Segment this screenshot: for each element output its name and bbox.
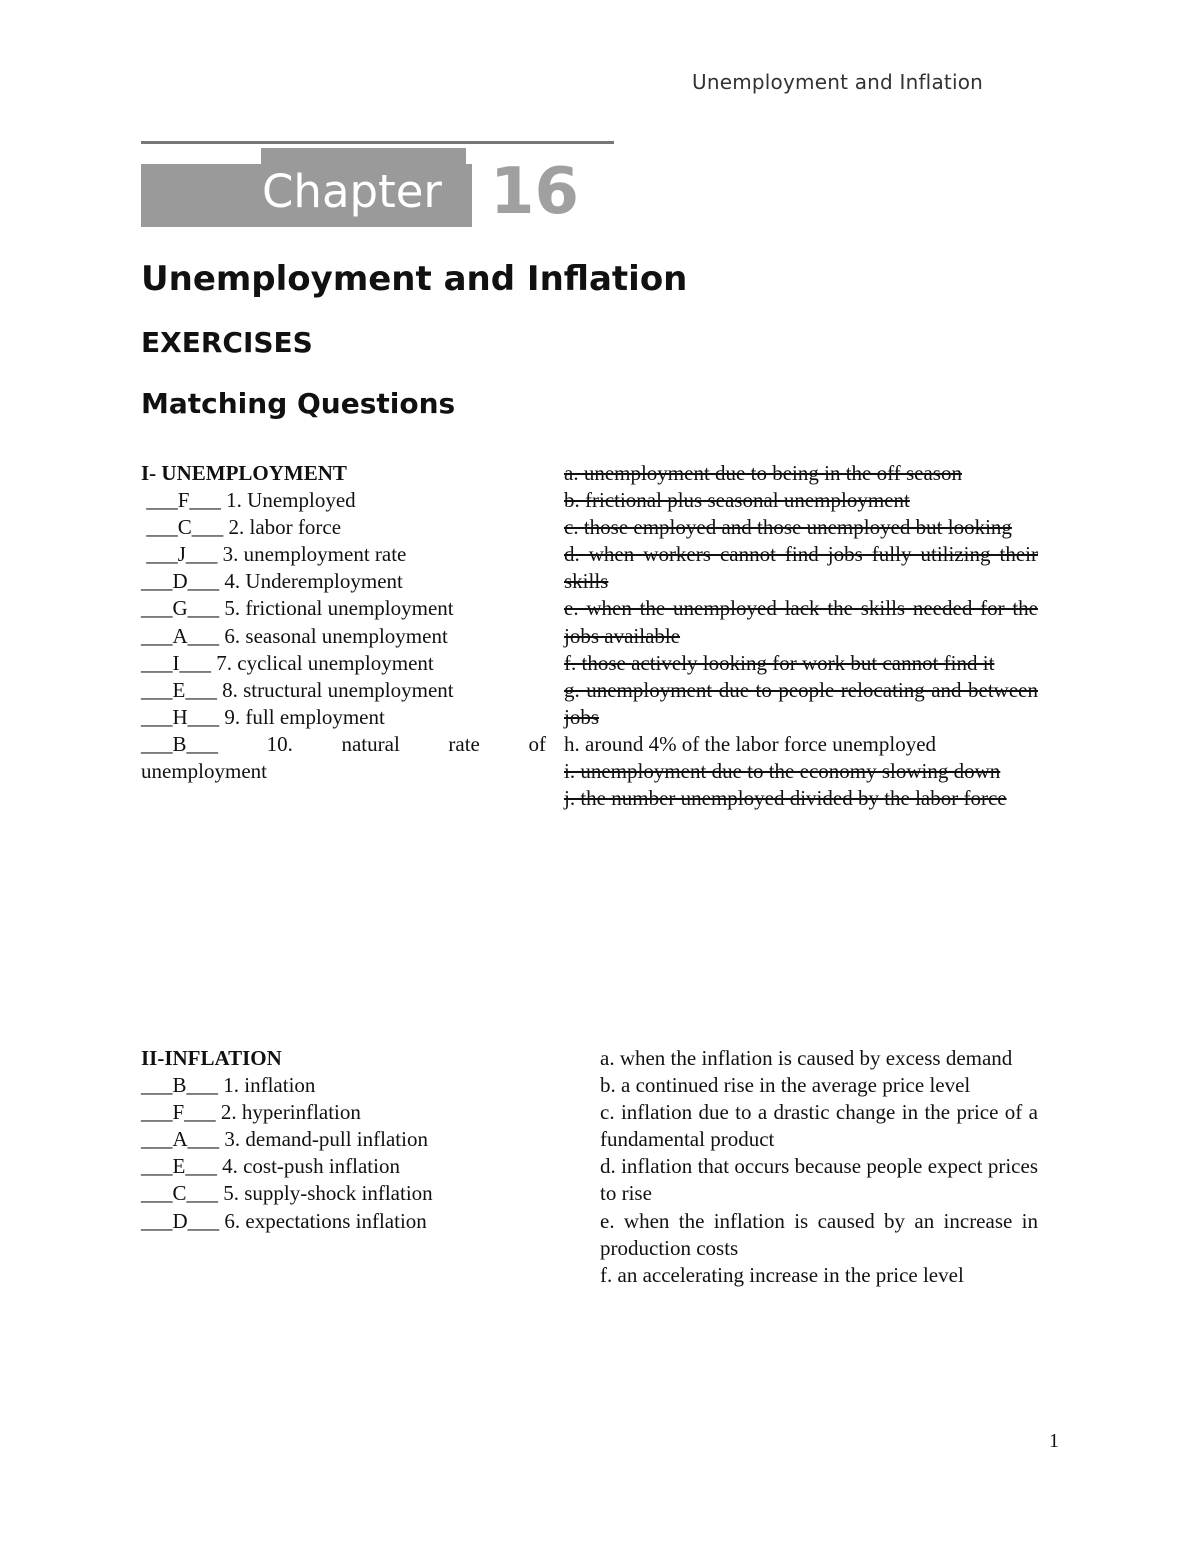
unemployment-options [564,460,1038,812]
list-item: ___H___ 9. full employment [141,704,385,729]
inflation-options [600,1045,1038,1289]
option-item: i. unemployment due to the economy slowing down [564,759,1001,784]
option-item: e. when the unemployed lack the skills needed for the jobs available [564,596,1038,648]
list-item: ___J___ 3. unemployment rate [141,542,407,567]
option-item: f. those actively looking for work but cannot find it [564,650,995,675]
list-item: ___C___ 5. supply-shock inflation [141,1181,433,1206]
inflation-items [141,1045,546,1235]
option-item: a. when the inflation is caused by excess demand [600,1046,1013,1070]
option-item: f. an accelerating increase in the price level [600,1262,964,1287]
option-item: c. those employed and those unemployed but looking [564,515,1012,540]
page-title: Unemployment and Inflation [141,259,688,299]
chapter-banner-notch [141,148,261,164]
list-item: ___D___ 4. Underemployment [141,569,403,594]
list-item: ___B___ 10. natural rate of unemployment [141,731,546,784]
list-item: ___I___ 7. cyclical unemployment [141,650,434,675]
list-item: ___C___ 2. labor force [141,515,342,540]
page-number: 1 [1049,1430,1059,1452]
running-header: Unemployment and Inflation [692,70,984,94]
list-item: ___A___ 3. demand-pull inflation [141,1127,428,1152]
list-item: ___G___ 5. frictional unemployment [141,596,454,621]
list-item: ___D___ 6. expectations inflation [141,1208,427,1233]
option-item: a. unemployment due to being in the off season [564,461,962,485]
option-item: e. when the inflation is caused by an increase in production costs [600,1208,1038,1260]
option-item: d. inflation that occurs because people expect prices to rise [600,1154,1038,1206]
chapter-number: 16 [490,155,580,229]
option-item: c. inflation due to a drastic change in the price of a fundamental product [600,1100,1038,1152]
matching-heading: Matching Questions [141,387,456,420]
list-item: ___F___ 1. Unemployed [141,488,356,513]
list-item: ___E___ 8. structural unemployment [141,677,454,702]
list-item: ___B___ 1. inflation [141,1073,316,1098]
option-item: d. when workers cannot find jobs fully utilizing their skills [564,542,1038,594]
list-item: ___A___ 6. seasonal unemployment [141,623,448,648]
unemployment-items [141,460,546,785]
section-heading: II-INFLATION [141,1046,282,1070]
list-item: ___F___ 2. hyperinflation [141,1100,361,1125]
option-item: g. unemployment due to people relocating and between jobs [564,677,1038,729]
exercises-heading: EXERCISES [141,326,313,359]
option-item: b. frictional plus seasonal unemployment [564,488,910,513]
chapter-rule [141,141,614,144]
chapter-banner-tab [466,164,472,227]
option-item: b. a continued rise in the average price level [600,1073,971,1098]
option-item: h. around 4% of the labor force unemployed [564,731,937,756]
chapter-label: Chapter [262,165,442,218]
section-heading: I- UNEMPLOYMENT [141,461,347,485]
list-item: ___E___ 4. cost-push inflation [141,1154,400,1179]
option-item: j. the number unemployed divided by the labor force [564,786,1007,811]
